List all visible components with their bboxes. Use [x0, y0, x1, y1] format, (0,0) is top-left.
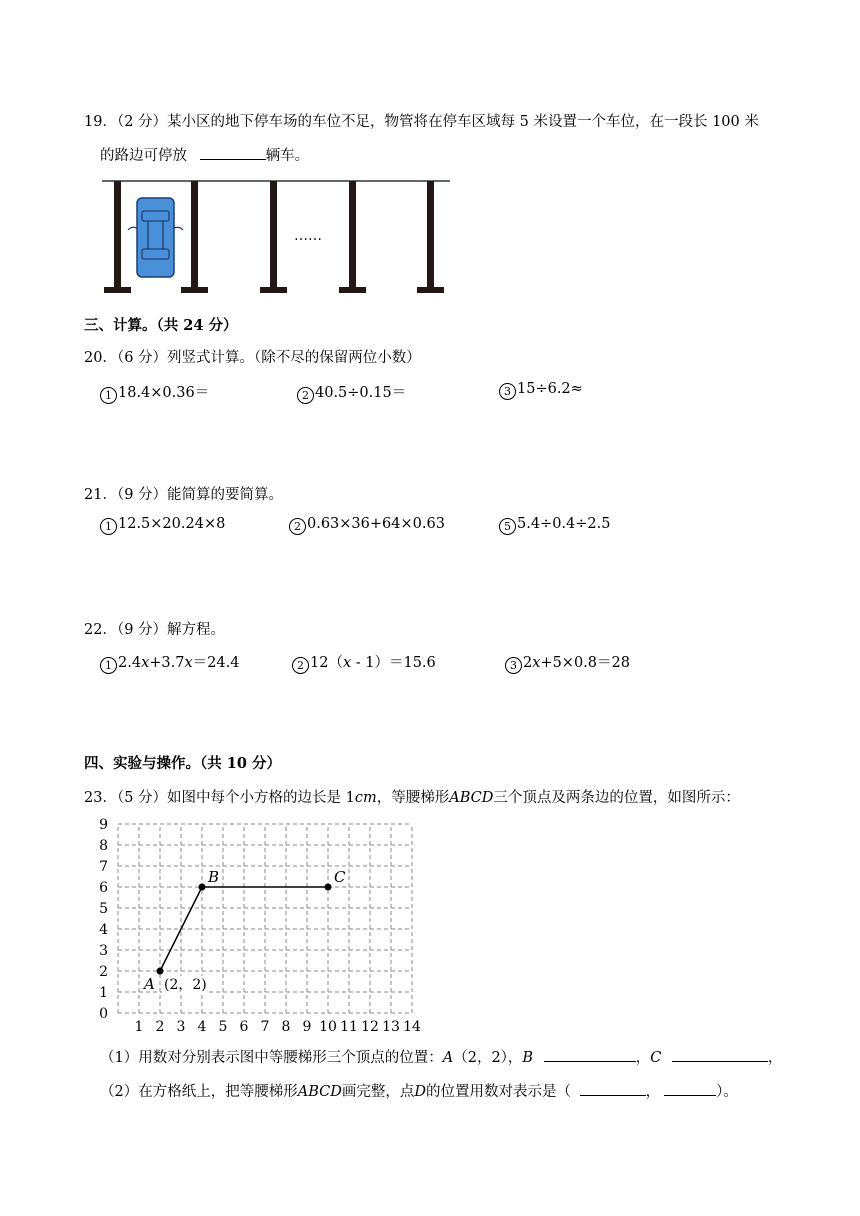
x-tick-label: 13 — [382, 1019, 400, 1035]
q22-item-3: 3 2x+5×0.8＝28 — [505, 651, 630, 674]
coordinate-grid[interactable] — [84, 808, 434, 1040]
q21-title: 21．（9 分）能简算的要简算。 — [84, 487, 284, 503]
q19-line1: 19．（2 分）某小区的地下停车场的车位不足，物管将在停车区域每 5 米设置一个车位，在一段长 100 米 — [84, 114, 759, 130]
point-a — [157, 968, 164, 975]
q19-answer-blank[interactable] — [200, 145, 266, 160]
vertex-c-answer-blank[interactable] — [672, 1047, 768, 1062]
q23-sub2: （2）在方格纸上，把等腰梯形ABCD画完整，点D的位置用数对表示是（ ， ）。 — [100, 1080, 738, 1101]
x-tick-label: 7 — [260, 1019, 270, 1035]
y-tick-label: 7 — [99, 859, 108, 875]
point-d-y-blank[interactable] — [664, 1081, 716, 1096]
x-tick-label: 11 — [340, 1019, 358, 1035]
point-label-c: C — [334, 868, 346, 886]
q23-sub1: （1）用数对分别表示图中等腰梯形三个顶点的位置：A（2，2），B ，C ， — [100, 1046, 782, 1067]
x-tick-label: 5 — [218, 1019, 228, 1035]
q22-title: 22．（9 分）解方程。 — [84, 622, 226, 638]
parking-illustration — [100, 178, 452, 298]
q21-item-2: 2 0.63×36+64×0.63 — [289, 516, 445, 535]
car-icon — [128, 198, 183, 277]
q19-line2 — [100, 144, 309, 165]
y-tick-label: 6 — [99, 880, 108, 896]
point-label-a: A — [144, 975, 155, 993]
x-tick-label: 1 — [134, 1019, 144, 1035]
section-4-heading: 四、实验与操作。（共 10 分） — [84, 755, 282, 772]
section-3-heading: 三、计算。（共 24 分） — [84, 317, 238, 334]
x-tick-label: 8 — [281, 1019, 291, 1035]
x-tick-label: 6 — [239, 1019, 249, 1035]
x-tick-label: 4 — [197, 1019, 207, 1035]
y-tick-label: 5 — [99, 901, 108, 917]
x-tick-label: 9 — [302, 1019, 312, 1035]
x-tick-label: 2 — [155, 1019, 165, 1035]
point-c — [325, 884, 332, 891]
q19-line2-post: 辆车。 — [265, 148, 310, 164]
vertex-b-answer-blank[interactable] — [544, 1047, 636, 1062]
y-tick-label: 8 — [99, 838, 108, 854]
point-b — [199, 884, 206, 891]
x-tick-label: 12 — [361, 1019, 379, 1035]
y-tick-label: 2 — [99, 964, 108, 980]
y-tick-label: 9 — [99, 817, 108, 833]
q20-item-1: 1 18.4×0.36＝ — [100, 381, 209, 404]
q20-item-3: 3 15÷6.2≈ — [499, 381, 583, 400]
q22-item-1: 1 2.4x+3.7x＝24.4 — [100, 651, 239, 674]
x-tick-label: 14 — [403, 1019, 421, 1035]
q21-item-1: 1 12.5×20.24×8 — [100, 516, 225, 535]
q21-item-3: 5 5.4÷0.4÷2.5 — [499, 516, 610, 535]
y-tick-label: 1 — [99, 985, 108, 1001]
q23-title: 23．（5 分）如图中每个小方格的边长是 1cm，等腰梯形ABCD三个顶点及两条边的位置，如图所示： — [84, 790, 740, 806]
x-tick-label: 3 — [176, 1019, 186, 1035]
y-tick-label: 3 — [99, 943, 108, 959]
q22-item-2: 2 12（x - 1）＝15.6 — [292, 651, 436, 674]
x-tick-label: 10 — [319, 1019, 337, 1035]
q19-line2-pre: 的路边可停放 — [100, 148, 187, 164]
point-d-x-blank[interactable] — [580, 1081, 646, 1096]
q20-item-2: 2 40.5÷0.15＝ — [297, 381, 406, 404]
point-label-b: B — [208, 868, 220, 886]
y-tick-label: 0 — [99, 1006, 108, 1022]
q20-title: 20．（6 分）列竖式计算。（除不尽的保留两位小数） — [84, 350, 421, 366]
dots-text: …… — [294, 228, 322, 244]
y-tick-label: 4 — [99, 922, 108, 938]
coord-label-a: (2，2) — [164, 977, 207, 993]
